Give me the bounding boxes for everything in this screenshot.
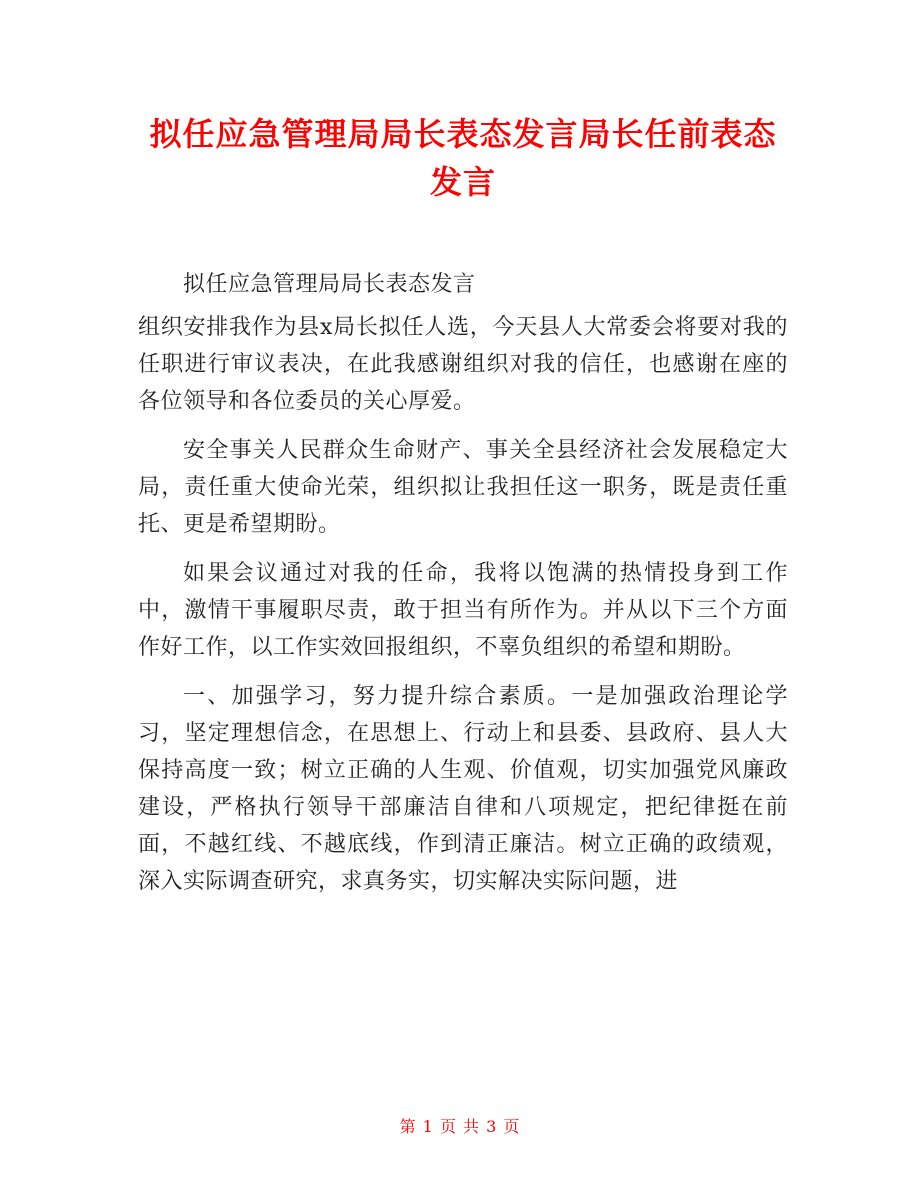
document-title: 拟任应急管理局局长表态发言局长任前表态发言 xyxy=(149,115,777,201)
body-paragraph-2: 安全事关人民群众生命财产、事关全县经济社会发展稳定大局，责任重大使命光荣，组织拟让我担任这一职务，既是责任重托、更是希望期盼。 xyxy=(138,438,788,537)
page-number-footer: 第 1 页 共 3 页 xyxy=(399,1117,521,1136)
body-paragraph-3: 如果会议通过对我的任命，我将以饱满的热情投身到工作中，激情干事履职尽责，敢于担当有所作为。并从以下三个方面作好工作，以工作实效回报组织，不辜负组织的希望和期盼。 xyxy=(138,561,788,660)
body-paragraph-4: 一、加强学习，努力提升综合素质。一是加强政治理论学习，坚定理想信念，在思想上、行动上和县委、县政府、县人大保持高度一致；树立正确的人生观、价值观，切实加强党风廉政建设，严格执行领导干部廉洁自律和八项规定，把纪律挺在前面，不越红线、不越底线，作到清正廉洁。树立正确的政绩观，深入实际调查研究，求真务实，切实解决实际问题，进 xyxy=(138,684,788,894)
speech-subtitle: 拟任应急管理局局长表态发言 xyxy=(183,272,476,297)
body-paragraph-1: 组织安排我作为县x局长拟任人选，今天县人大常委会将要对我的任职进行审议表决，在此我感谢组织对我的信任，也感谢在座的各位领导和各位委员的关心厚爱。 xyxy=(138,315,788,414)
document-body xyxy=(138,266,788,900)
